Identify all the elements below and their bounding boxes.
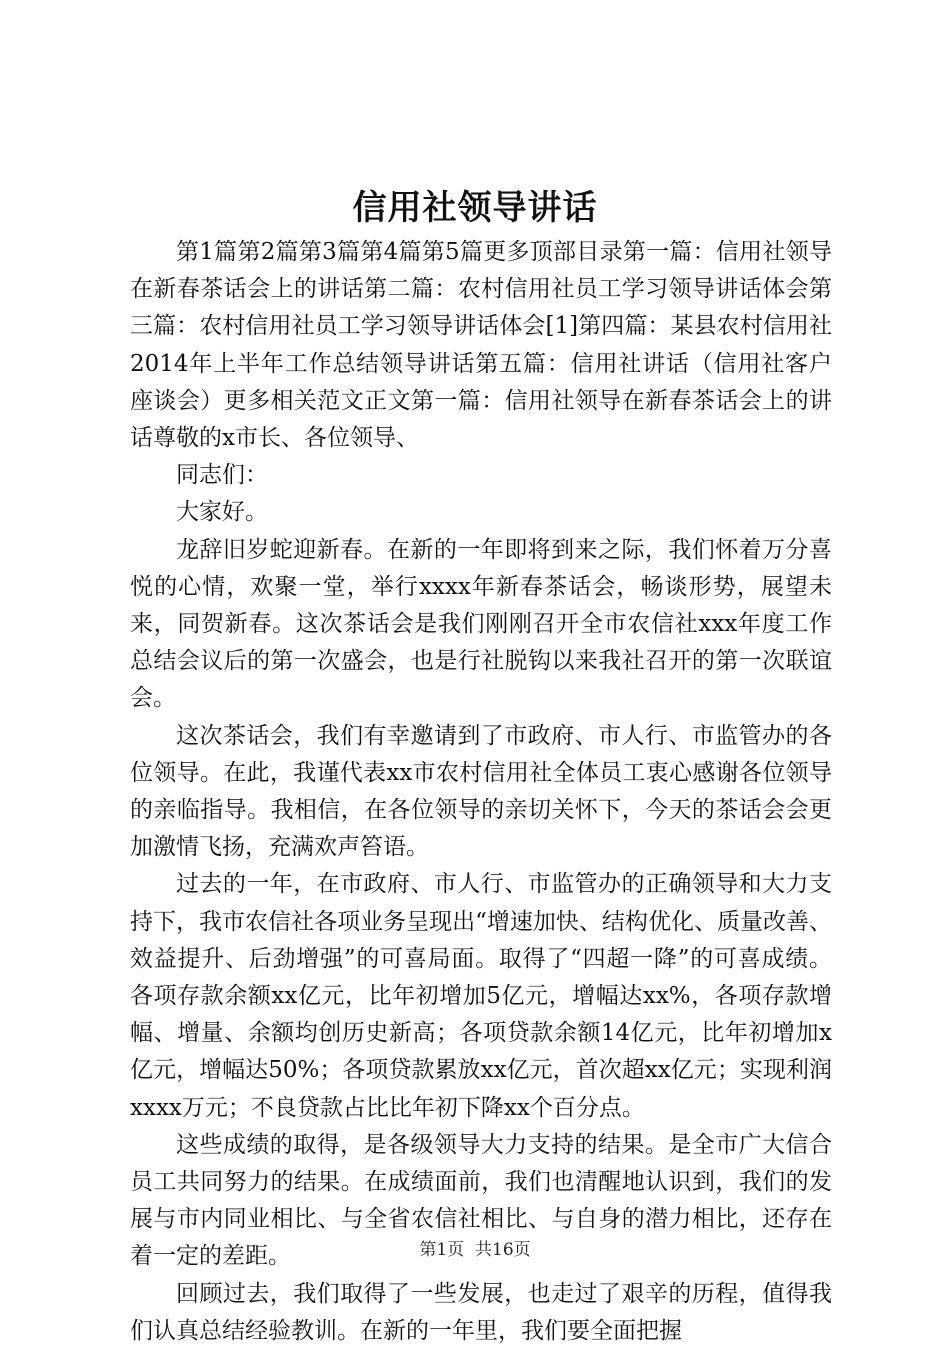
- paragraph-thanks: 这次茶话会，我们有幸邀请到了市政府、市人行、市监管办的各位领导。在此，我谨代表xx市农村信用社全体员工衷心感谢各位领导的亲临指导。我相信，在各位领导的亲切关怀下，今天的茶话会会更加激情飞扬，充满欢声笞语。: [130, 722, 832, 861]
- page-total: 共16页: [475, 1240, 531, 1260]
- paragraph-salutation: 同志们：: [176, 462, 268, 489]
- paragraph-opening: 龙辞旧岁蛇迎新春。在新的一年即将到来之际，我们怀着万分喜悦的心情，欢聚一堂，举行xxxx年新春茶话会，畅谈形势，展望未来，同贺新春。这次茶话会是我们刚刚召开全市农信社xxx年度工作总结会议后的第一次盛会，也是行社脱钩以来我社召开的第一次联谊会。: [130, 536, 832, 712]
- paragraph-table-of-contents: 第1篇第2篇第3篇第4篇第5篇更多顶部目录第一篇：信用社领导在新春茶话会上的讲话第二篇：农村信用社员工学习领导讲话体会第三篇：农村信用社员工学习领导讲话体会[1]第四篇：某县农村信用社2014年上半年工作总结领导讲话第五篇：信用社讲话（信用社客户座谈会）更多相关范文正文第一篇：信用社领导在新春茶话会上的讲话尊敬的x市长、各位领导、: [130, 239, 832, 452]
- paragraph-greeting: 大家好。: [176, 499, 268, 526]
- paragraph-achievements: 过去的一年，在市政府、市人行、市监管办的正确领导和大力支持下，我市农信社各项业务呈现出“增速加快、结构优化、质量改善、效益提升、后劲增强”的可喜局面。取得了“四超一降”的可喜成绩。各项存款余额xx亿元，比年初增加5亿元，增幅达xx%，各项存款增幅、增量、余额均创历史新高；各项贷款余额14亿元，比年初增加x亿元，增幅达50%；各项贷款累放xx亿元，首次超xx亿元；实现利润xxxx万元；不良贷款占比比年初下降xx个百分点。: [130, 871, 832, 1121]
- paragraph-reflection: 这些成绩的取得，是各级领导大力支持的结果。是全市广大信合员工共同努力的结果。在成绩面前，我们也清醒地认识到，我们的发展与市内同业相比、与全省农信社相比、与自身的潜力相比，还存在着一定的差距。: [130, 1131, 832, 1270]
- page-footer: [0, 1238, 950, 1262]
- page-number: 第1页: [419, 1240, 465, 1260]
- document-body: [130, 234, 832, 1350]
- paragraph-review: 回顾过去，我们取得了一些发展，也走过了艰辛的历程，值得我们认真总结经验教训。在新的一年里，我们要全面把握: [130, 1280, 832, 1344]
- footer-spacer: [464, 1240, 475, 1260]
- document-title: 信用社领导讲话: [352, 188, 598, 228]
